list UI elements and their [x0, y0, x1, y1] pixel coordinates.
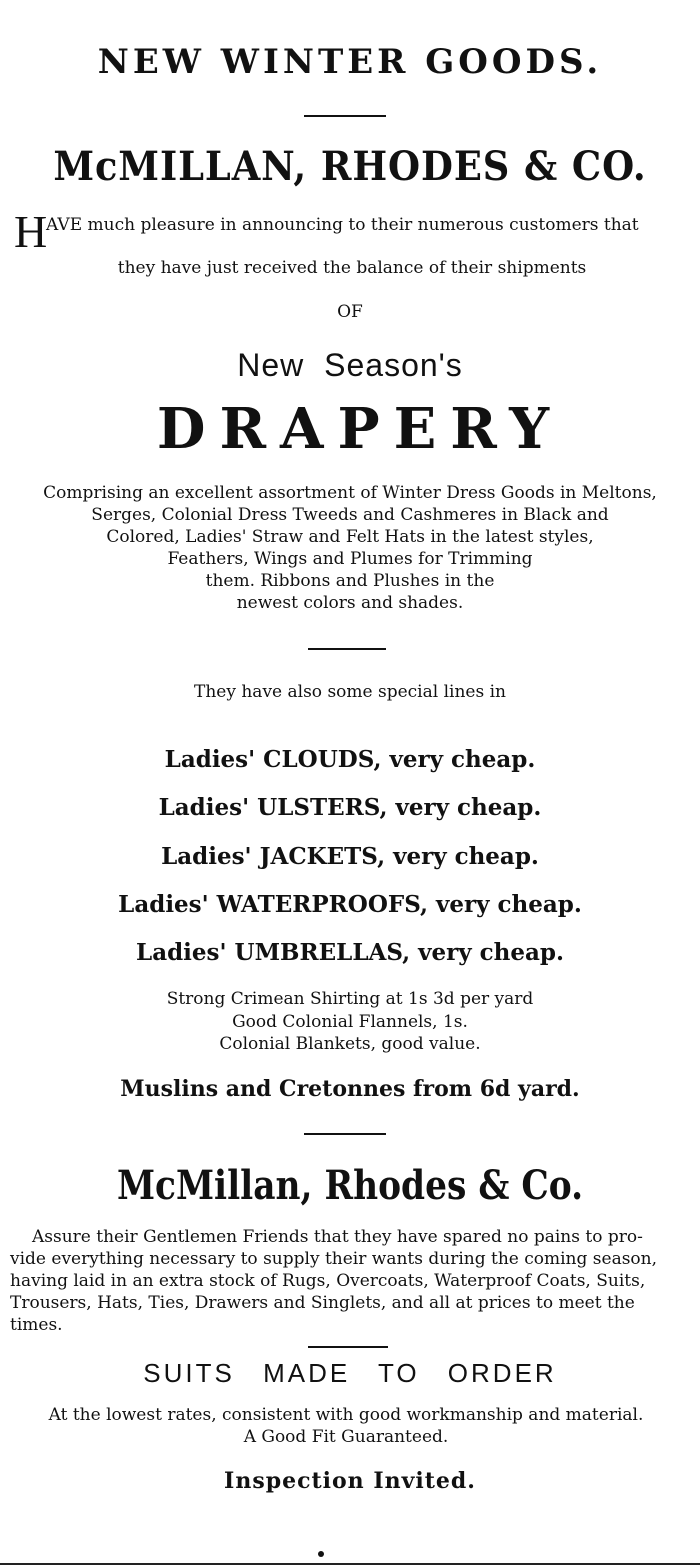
of-label: OF [337, 302, 363, 322]
special-lines-intro: They have also some special lines in [194, 682, 506, 702]
divider [308, 1346, 388, 1348]
comprising-line: them. Ribbons and Plushes in the [205, 571, 495, 591]
special-line-waterproofs: Ladies' WATERPROOFS, very cheap. [118, 891, 582, 918]
rates-line: A Good Fit Guaranteed. [243, 1427, 449, 1447]
bottom-border [0, 1563, 700, 1565]
intro-line-2: they have just received the balance of their shipments [117, 258, 587, 278]
comprising-paragraph [8, 482, 692, 614]
firm-name-signature: McMillan, Rhodes & Co. [116, 1162, 584, 1209]
comprising-line: Serges, Colonial Dress Tweeds and Cashmeres in Black and [91, 505, 609, 525]
suits-heading: SUITS MADE TO ORDER [143, 1358, 557, 1388]
assure-line: times. [10, 1315, 63, 1335]
new-season-heading: New Season's [237, 347, 463, 383]
goods-line: Strong Crimean Shirting at 1s 3d per yard [166, 989, 534, 1009]
rates-paragraph [10, 1404, 682, 1448]
special-line-jackets: Ladies' JACKETS, very cheap. [161, 843, 539, 870]
comprising-line: Feathers, Wings and Plumes for Trimming [167, 549, 533, 569]
assure-line: Trousers, Hats, Ties, Drawers and Singlets, and all at prices to meet the [10, 1293, 635, 1313]
special-line-ulsters: Ladies' ULSTERS, very cheap. [158, 794, 542, 821]
intro-line-1: AVE much pleasure in announcing to their numerous customers that [46, 215, 639, 235]
comprising-line: Colored, Ladies' Straw and Felt Hats in the latest styles, [106, 527, 594, 547]
firm-name-heading: McMILLAN, RHODES & CO. [53, 143, 647, 190]
assure-paragraph [10, 1226, 682, 1336]
divider [304, 1133, 386, 1135]
rates-line: At the lowest rates, consistent with good workmanship and material. [48, 1405, 644, 1425]
divider [308, 648, 386, 650]
assure-line: having laid in an extra stock of Rugs, Overcoats, Waterproof Coats, Suits, [10, 1271, 646, 1291]
assure-line: vide everything necessary to supply their wants during the coming season, [10, 1249, 658, 1269]
special-line-umbrellas: Ladies' UMBRELLAS, very cheap. [136, 939, 564, 966]
bullet-dot [318, 1551, 324, 1557]
comprising-line: Comprising an excellent assortment of Winter Dress Goods in Meltons, [43, 483, 657, 503]
divider [304, 115, 386, 117]
drapery-heading: DRAPERY [156, 396, 564, 462]
assure-line: Assure their Gentlemen Friends that they have spared no pains to pro- [32, 1227, 643, 1247]
inspection-invited: Inspection Invited. [224, 1468, 476, 1494]
special-line-clouds: Ladies' CLOUDS, very cheap. [164, 746, 536, 773]
comprising-line: newest colors and shades. [236, 593, 464, 613]
muslins-line: Muslins and Cretonnes from 6d yard. [120, 1076, 580, 1102]
goods-line: Good Colonial Flannels, 1s. [232, 1012, 468, 1032]
drop-cap: H [14, 206, 48, 257]
goods-line: Colonial Blankets, good value. [219, 1034, 481, 1054]
headline: NEW WINTER GOODS. [97, 42, 603, 82]
